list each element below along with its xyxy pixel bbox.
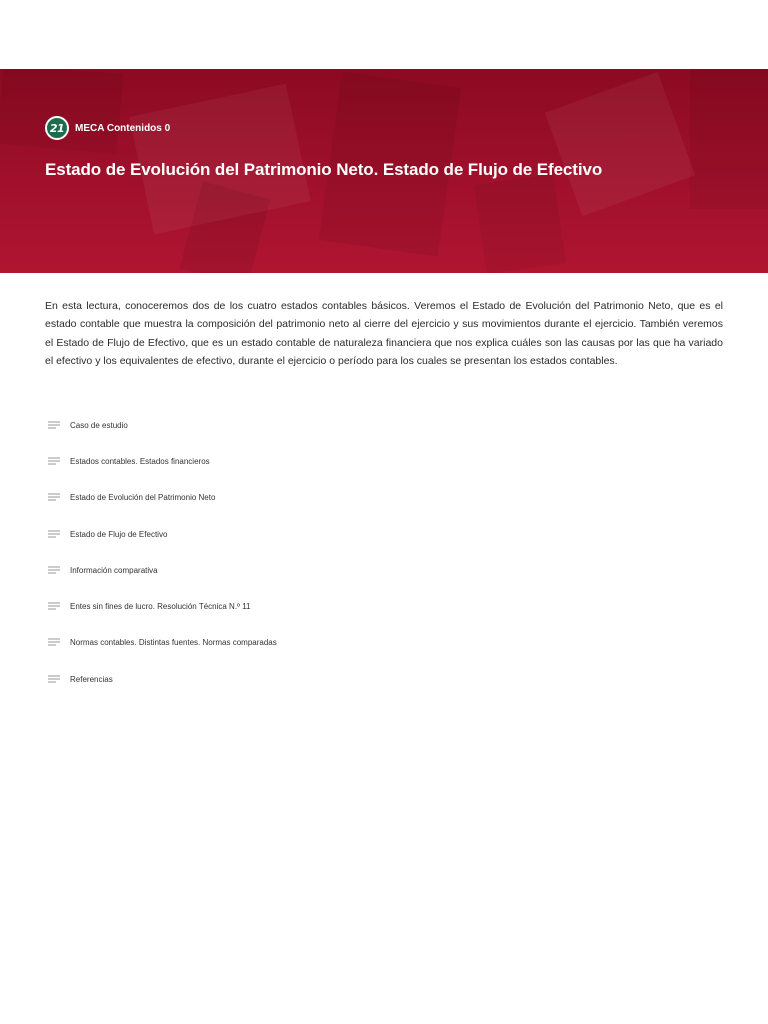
list-lines-icon [48,530,60,539]
toc-item-label: Entes sin fines de lucro. Resolución Técnica N.º 11 [70,602,251,612]
page-title: Estado de Evolución del Patrimonio Neto. Estado de Flujo de Efectivo [45,160,603,179]
toc-item-referencias[interactable] [48,661,448,697]
banner-background-shape [0,69,123,154]
banner-background-shape [690,69,768,209]
brand [45,116,170,140]
banner-background-shape [474,174,566,273]
toc-item-label: Estados contables. Estados financieros [70,456,210,466]
intro-paragraph: En esta lectura, conoceremos dos de los cuatro estados contables básicos. Veremos el Estado de Evolución del Patrimonio Neto, que es el estado contable que muestra la composición del patrimonio neto al cierre del ejercicio y sus movimientos durante el ejercicio. También veremos el Estado de Flujo de Efectivo, que es un estado contable de naturaleza financiera que nos explica cuáles son las causas por las que ha variado el efectivo y los equivalentes de efectivo, durante el ejercicio o período para los cuales se presentan los estados contables. [45,300,723,367]
toc-item-label: Estado de Flujo de Efectivo [70,529,168,539]
toc-item-estado-flujo-efectivo[interactable] [48,516,448,552]
toc-item-informacion-comparativa[interactable] [48,552,448,588]
toc-item-estado-evolucion-patrimonio-neto[interactable] [48,480,448,516]
toc-item-label: Caso de estudio [70,420,128,430]
list-lines-icon [48,493,60,502]
brand-label: MECA Contenidos 0 [75,122,171,134]
list-lines-icon [48,421,60,430]
toc-item-estados-contables[interactable] [48,443,448,479]
table-of-contents [48,407,448,697]
list-lines-icon [48,457,60,466]
list-lines-icon [48,638,60,647]
list-lines-icon [48,602,60,611]
toc-item-label: Referencias [70,674,113,684]
toc-item-label: Estado de Evolución del Patrimonio Neto [70,493,216,503]
toc-item-caso-de-estudio[interactable] [48,407,448,443]
toc-item-entes-sin-fines-de-lucro[interactable] [48,588,448,624]
toc-item-label: Información comparativa [70,565,158,575]
toc-item-label: Normas contables. Distintas fuentes. Normas comparadas [70,638,277,648]
banner-background-shape [545,72,695,216]
list-lines-icon [48,566,60,575]
toc-item-normas-contables[interactable] [48,625,448,661]
list-lines-icon [48,675,60,684]
hero-banner [0,69,768,273]
logo-21-icon: 21 [45,116,69,140]
